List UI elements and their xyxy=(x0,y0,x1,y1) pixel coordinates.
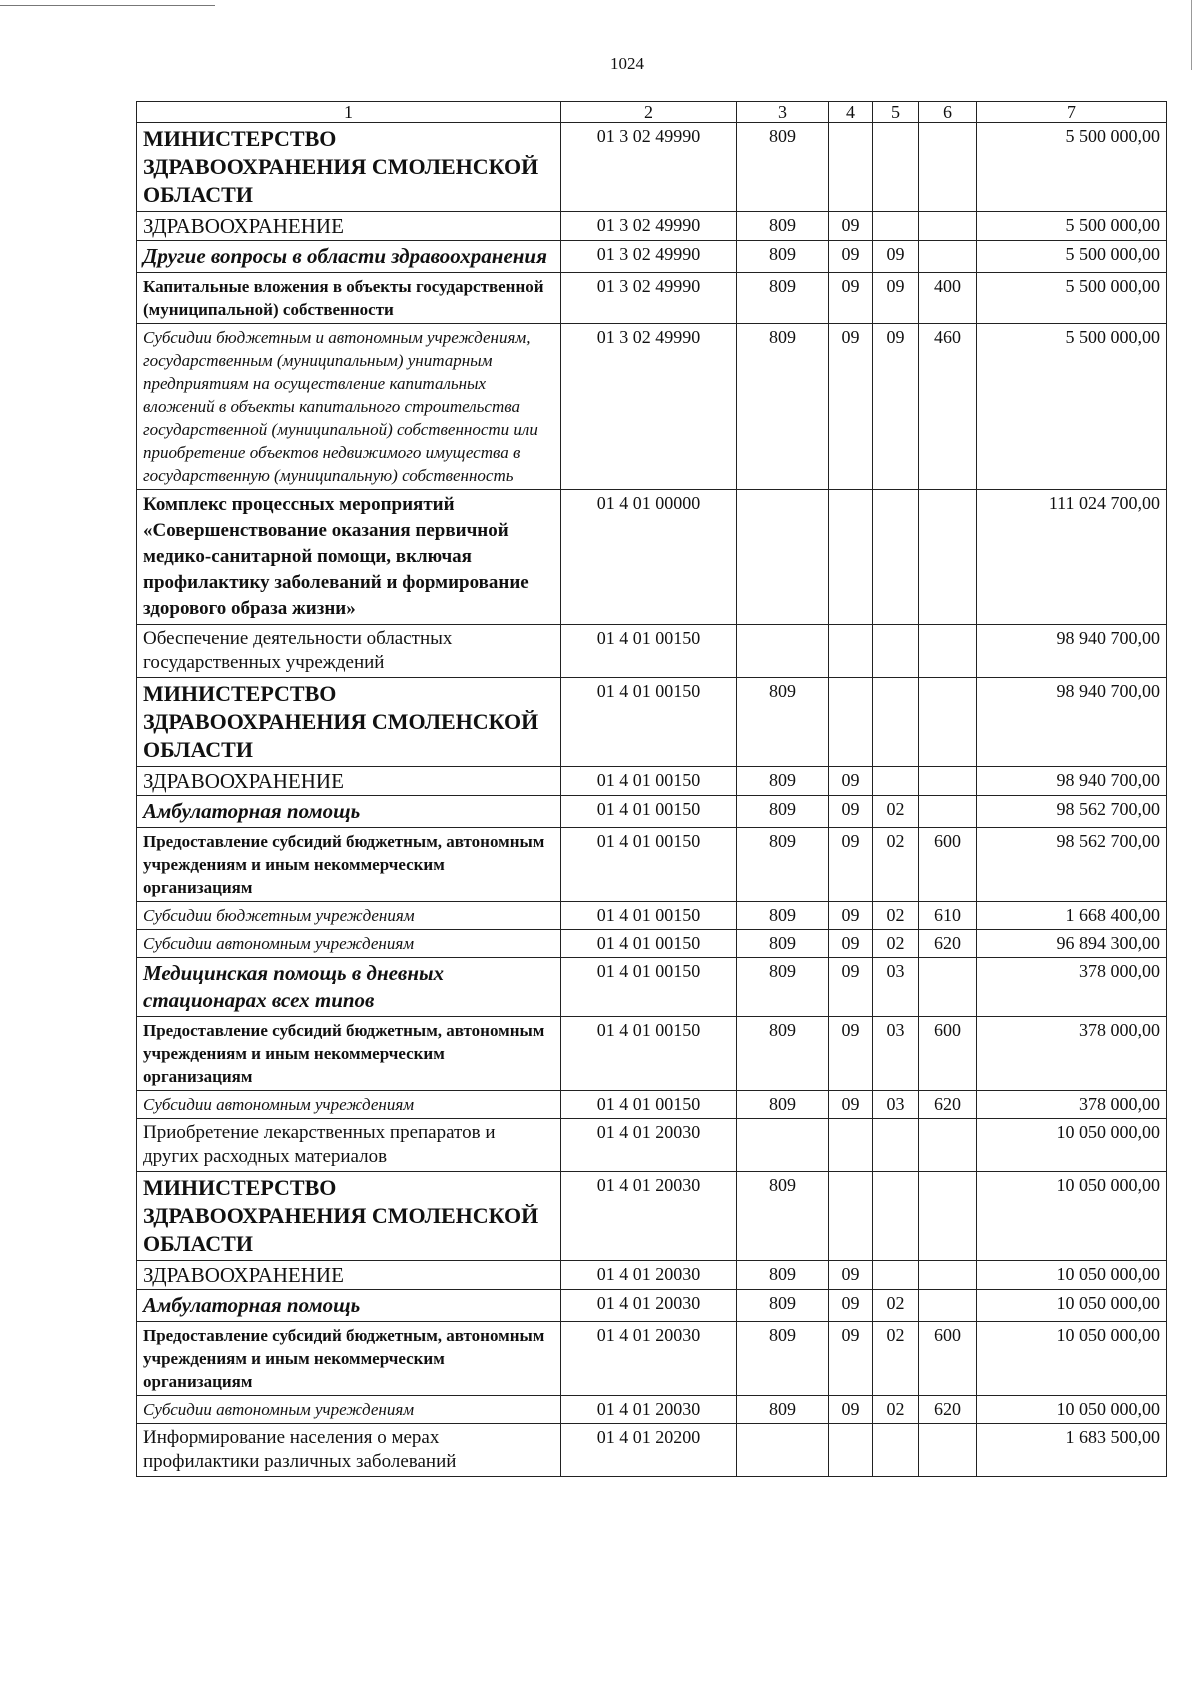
table-row xyxy=(137,828,1167,902)
table-row xyxy=(137,902,1167,930)
target-article-cell: 01 4 01 20030 xyxy=(561,1172,737,1261)
table-row xyxy=(137,123,1167,212)
ministry-code-cell: 809 xyxy=(737,324,829,490)
section-code-cell: 09 xyxy=(829,767,873,796)
expense-name-cell: МИНИСТЕРСТВО ЗДРАВООХРАНЕНИЯ СМОЛЕНСКОЙ ОБЛАСТИ xyxy=(137,678,561,767)
target-article-cell: 01 4 01 00150 xyxy=(561,625,737,678)
table-row xyxy=(137,958,1167,1017)
section-code-cell: 09 xyxy=(829,324,873,490)
target-article-cell: 01 4 01 00150 xyxy=(561,678,737,767)
expense-type-cell: 400 xyxy=(919,273,977,324)
target-article-cell: 01 4 01 00150 xyxy=(561,902,737,930)
table-row xyxy=(137,324,1167,490)
table-row xyxy=(137,1091,1167,1119)
expense-name-cell: ЗДРАВООХРАНЕНИЕ xyxy=(137,212,561,241)
expense-type-cell: 600 xyxy=(919,828,977,902)
section-code-cell: 09 xyxy=(829,1261,873,1290)
expense-type-cell xyxy=(919,212,977,241)
section-code-cell: 09 xyxy=(829,1322,873,1396)
amount-cell: 10 050 000,00 xyxy=(977,1322,1167,1396)
ministry-code-cell: 809 xyxy=(737,1322,829,1396)
expense-name-cell: МИНИСТЕРСТВО ЗДРАВООХРАНЕНИЯ СМОЛЕНСКОЙ ОБЛАСТИ xyxy=(137,1172,561,1261)
table-row xyxy=(137,1172,1167,1261)
ministry-code-cell: 809 xyxy=(737,1396,829,1424)
amount-cell: 5 500 000,00 xyxy=(977,123,1167,212)
expense-type-cell xyxy=(919,1261,977,1290)
expense-name-cell: Медицинская помощь в дневных стационарах всех типов xyxy=(137,958,561,1017)
section-code-cell: 09 xyxy=(829,1290,873,1322)
expense-type-cell xyxy=(919,796,977,828)
expense-type-cell xyxy=(919,1172,977,1261)
scan-edge-line xyxy=(0,5,215,6)
amount-cell: 10 050 000,00 xyxy=(977,1172,1167,1261)
expense-name-cell: ЗДРАВООХРАНЕНИЕ xyxy=(137,1261,561,1290)
target-article-cell: 01 4 01 20030 xyxy=(561,1396,737,1424)
table-row xyxy=(137,1119,1167,1172)
section-code-cell xyxy=(829,1119,873,1172)
ministry-code-cell: 809 xyxy=(737,767,829,796)
amount-cell: 98 940 700,00 xyxy=(977,625,1167,678)
subsection-code-cell xyxy=(873,123,919,212)
subsection-code-cell: 02 xyxy=(873,828,919,902)
column-number-row xyxy=(137,102,1167,123)
section-code-cell: 09 xyxy=(829,958,873,1017)
target-article-cell: 01 4 01 00150 xyxy=(561,796,737,828)
subsection-code-cell: 02 xyxy=(873,930,919,958)
expense-type-cell xyxy=(919,1424,977,1477)
amount-cell: 96 894 300,00 xyxy=(977,930,1167,958)
target-article-cell: 01 4 01 20200 xyxy=(561,1424,737,1477)
amount-cell: 111 024 700,00 xyxy=(977,490,1167,625)
amount-cell: 5 500 000,00 xyxy=(977,273,1167,324)
subsection-code-cell xyxy=(873,1261,919,1290)
subsection-code-cell: 02 xyxy=(873,1322,919,1396)
subsection-code-cell xyxy=(873,1119,919,1172)
target-article-cell: 01 3 02 49990 xyxy=(561,123,737,212)
expense-name-cell: Другие вопросы в области здравоохранения xyxy=(137,241,561,273)
table-row xyxy=(137,1396,1167,1424)
expense-name-cell: Субсидии бюджетным учреждениям xyxy=(137,902,561,930)
amount-cell: 98 562 700,00 xyxy=(977,828,1167,902)
table-row xyxy=(137,796,1167,828)
column-header: 2 xyxy=(561,102,737,123)
amount-cell: 98 940 700,00 xyxy=(977,767,1167,796)
section-code-cell xyxy=(829,1172,873,1261)
expense-type-cell: 600 xyxy=(919,1017,977,1091)
amount-cell: 1 683 500,00 xyxy=(977,1424,1167,1477)
expense-type-cell: 620 xyxy=(919,1091,977,1119)
subsection-code-cell: 02 xyxy=(873,1290,919,1322)
ministry-code-cell: 809 xyxy=(737,241,829,273)
subsection-code-cell xyxy=(873,678,919,767)
ministry-code-cell xyxy=(737,625,829,678)
table-row xyxy=(137,273,1167,324)
column-header: 4 xyxy=(829,102,873,123)
subsection-code-cell: 02 xyxy=(873,1396,919,1424)
subsection-code-cell xyxy=(873,1424,919,1477)
subsection-code-cell: 09 xyxy=(873,273,919,324)
expense-name-cell: МИНИСТЕРСТВО ЗДРАВООХРАНЕНИЯ СМОЛЕНСКОЙ ОБЛАСТИ xyxy=(137,123,561,212)
ministry-code-cell: 809 xyxy=(737,902,829,930)
ministry-code-cell: 809 xyxy=(737,212,829,241)
budget-table xyxy=(136,101,1167,1477)
section-code-cell: 09 xyxy=(829,241,873,273)
table-body xyxy=(137,123,1167,1477)
expense-type-cell xyxy=(919,625,977,678)
expense-name-cell: ЗДРАВООХРАНЕНИЕ xyxy=(137,767,561,796)
amount-cell: 378 000,00 xyxy=(977,1017,1167,1091)
section-code-cell: 09 xyxy=(829,796,873,828)
expense-name-cell: Амбулаторная помощь xyxy=(137,796,561,828)
column-header: 7 xyxy=(977,102,1167,123)
ministry-code-cell: 809 xyxy=(737,273,829,324)
expense-type-cell: 620 xyxy=(919,930,977,958)
section-code-cell xyxy=(829,1424,873,1477)
expense-name-cell: Субсидии бюджетным и автономным учреждениям, государственным (муниципальным) унитарным предприятиям на осуществление капитальных вложений в объекты капитального строительства государственной (муниципальной) собственности или приобретение объектов недвижимого имущества в государственную (муниципальную) собственность xyxy=(137,324,561,490)
table-row xyxy=(137,1017,1167,1091)
ministry-code-cell: 809 xyxy=(737,828,829,902)
subsection-code-cell xyxy=(873,212,919,241)
target-article-cell: 01 4 01 00150 xyxy=(561,1017,737,1091)
section-code-cell: 09 xyxy=(829,1017,873,1091)
ministry-code-cell: 809 xyxy=(737,958,829,1017)
section-code-cell: 09 xyxy=(829,273,873,324)
expense-name-cell: Предоставление субсидий бюджетным, автономным учреждениям и иным некоммерческим организациям xyxy=(137,1322,561,1396)
expense-type-cell xyxy=(919,767,977,796)
expense-type-cell xyxy=(919,123,977,212)
subsection-code-cell xyxy=(873,625,919,678)
subsection-code-cell xyxy=(873,490,919,625)
target-article-cell: 01 4 01 00000 xyxy=(561,490,737,625)
table-row xyxy=(137,678,1167,767)
ministry-code-cell: 809 xyxy=(737,930,829,958)
section-code-cell: 09 xyxy=(829,1396,873,1424)
expense-name-cell: Субсидии автономным учреждениям xyxy=(137,1091,561,1119)
ministry-code-cell: 809 xyxy=(737,123,829,212)
subsection-code-cell xyxy=(873,1172,919,1261)
amount-cell: 378 000,00 xyxy=(977,958,1167,1017)
table-row xyxy=(137,490,1167,625)
ministry-code-cell: 809 xyxy=(737,1017,829,1091)
expense-type-cell: 620 xyxy=(919,1396,977,1424)
ministry-code-cell xyxy=(737,1119,829,1172)
section-code-cell: 09 xyxy=(829,212,873,241)
section-code-cell xyxy=(829,678,873,767)
amount-cell: 378 000,00 xyxy=(977,1091,1167,1119)
ministry-code-cell: 809 xyxy=(737,1172,829,1261)
target-article-cell: 01 4 01 20030 xyxy=(561,1290,737,1322)
table-row xyxy=(137,241,1167,273)
amount-cell: 10 050 000,00 xyxy=(977,1396,1167,1424)
section-code-cell: 09 xyxy=(829,930,873,958)
table-row xyxy=(137,1261,1167,1290)
subsection-code-cell: 09 xyxy=(873,324,919,490)
expense-name-cell: Предоставление субсидий бюджетным, автономным учреждениям и иным некоммерческим организациям xyxy=(137,1017,561,1091)
target-article-cell: 01 4 01 00150 xyxy=(561,767,737,796)
section-code-cell: 09 xyxy=(829,902,873,930)
subsection-code-cell: 03 xyxy=(873,1017,919,1091)
subsection-code-cell: 03 xyxy=(873,958,919,1017)
subsection-code-cell: 03 xyxy=(873,1091,919,1119)
expense-name-cell: Приобретение лекарственных препаратов и других расходных материалов xyxy=(137,1119,561,1172)
target-article-cell: 01 4 01 00150 xyxy=(561,930,737,958)
table-row xyxy=(137,1290,1167,1322)
page-number: 1024 xyxy=(610,54,644,73)
target-article-cell: 01 3 02 49990 xyxy=(561,241,737,273)
amount-cell: 5 500 000,00 xyxy=(977,324,1167,490)
amount-cell: 10 050 000,00 xyxy=(977,1261,1167,1290)
target-article-cell: 01 4 01 20030 xyxy=(561,1119,737,1172)
table-row xyxy=(137,1322,1167,1396)
target-article-cell: 01 4 01 00150 xyxy=(561,958,737,1017)
target-article-cell: 01 3 02 49990 xyxy=(561,324,737,490)
ministry-code-cell xyxy=(737,490,829,625)
subsection-code-cell: 02 xyxy=(873,902,919,930)
table-row xyxy=(137,212,1167,241)
section-code-cell xyxy=(829,490,873,625)
subsection-code-cell: 02 xyxy=(873,796,919,828)
ministry-code-cell: 809 xyxy=(737,1091,829,1119)
expense-name-cell: Информирование населения о мерах профилактики различных заболеваний xyxy=(137,1424,561,1477)
table-row xyxy=(137,767,1167,796)
column-header: 1 xyxy=(137,102,561,123)
ministry-code-cell xyxy=(737,1424,829,1477)
target-article-cell: 01 4 01 00150 xyxy=(561,828,737,902)
section-code-cell xyxy=(829,625,873,678)
expense-type-cell: 460 xyxy=(919,324,977,490)
expense-type-cell: 610 xyxy=(919,902,977,930)
expense-name-cell: Субсидии автономным учреждениям xyxy=(137,1396,561,1424)
subsection-code-cell: 09 xyxy=(873,241,919,273)
expense-type-cell xyxy=(919,678,977,767)
target-article-cell: 01 3 02 49990 xyxy=(561,273,737,324)
ministry-code-cell: 809 xyxy=(737,678,829,767)
expense-name-cell: Амбулаторная помощь xyxy=(137,1290,561,1322)
ministry-code-cell: 809 xyxy=(737,1261,829,1290)
section-code-cell: 09 xyxy=(829,828,873,902)
expense-name-cell: Комплекс процессных мероприятий «Совершенствование оказания первичной медико-санитарной помощи, включая профилактику заболеваний и формирование здорового образа жизни» xyxy=(137,490,561,625)
ministry-code-cell: 809 xyxy=(737,1290,829,1322)
ministry-code-cell: 809 xyxy=(737,796,829,828)
target-article-cell: 01 3 02 49990 xyxy=(561,212,737,241)
target-article-cell: 01 4 01 20030 xyxy=(561,1322,737,1396)
expense-type-cell xyxy=(919,1119,977,1172)
target-article-cell: 01 4 01 00150 xyxy=(561,1091,737,1119)
column-header: 3 xyxy=(737,102,829,123)
expense-type-cell xyxy=(919,1290,977,1322)
table-row xyxy=(137,930,1167,958)
amount-cell: 5 500 000,00 xyxy=(977,212,1167,241)
table-row xyxy=(137,625,1167,678)
amount-cell: 1 668 400,00 xyxy=(977,902,1167,930)
amount-cell: 5 500 000,00 xyxy=(977,241,1167,273)
expense-type-cell xyxy=(919,958,977,1017)
expense-name-cell: Субсидии автономным учреждениям xyxy=(137,930,561,958)
section-code-cell xyxy=(829,123,873,212)
column-header: 5 xyxy=(873,102,919,123)
expense-name-cell: Капитальные вложения в объекты государственной (муниципальной) собственности xyxy=(137,273,561,324)
amount-cell: 98 562 700,00 xyxy=(977,796,1167,828)
expense-type-cell xyxy=(919,490,977,625)
column-header: 6 xyxy=(919,102,977,123)
amount-cell: 10 050 000,00 xyxy=(977,1290,1167,1322)
table-row xyxy=(137,1424,1167,1477)
target-article-cell: 01 4 01 20030 xyxy=(561,1261,737,1290)
amount-cell: 98 940 700,00 xyxy=(977,678,1167,767)
amount-cell: 10 050 000,00 xyxy=(977,1119,1167,1172)
section-code-cell: 09 xyxy=(829,1091,873,1119)
expense-type-cell: 600 xyxy=(919,1322,977,1396)
subsection-code-cell xyxy=(873,767,919,796)
expense-name-cell: Предоставление субсидий бюджетным, автономным учреждениям и иным некоммерческим организациям xyxy=(137,828,561,902)
expense-type-cell xyxy=(919,241,977,273)
expense-name-cell: Обеспечение деятельности областных государственных учреждений xyxy=(137,625,561,678)
